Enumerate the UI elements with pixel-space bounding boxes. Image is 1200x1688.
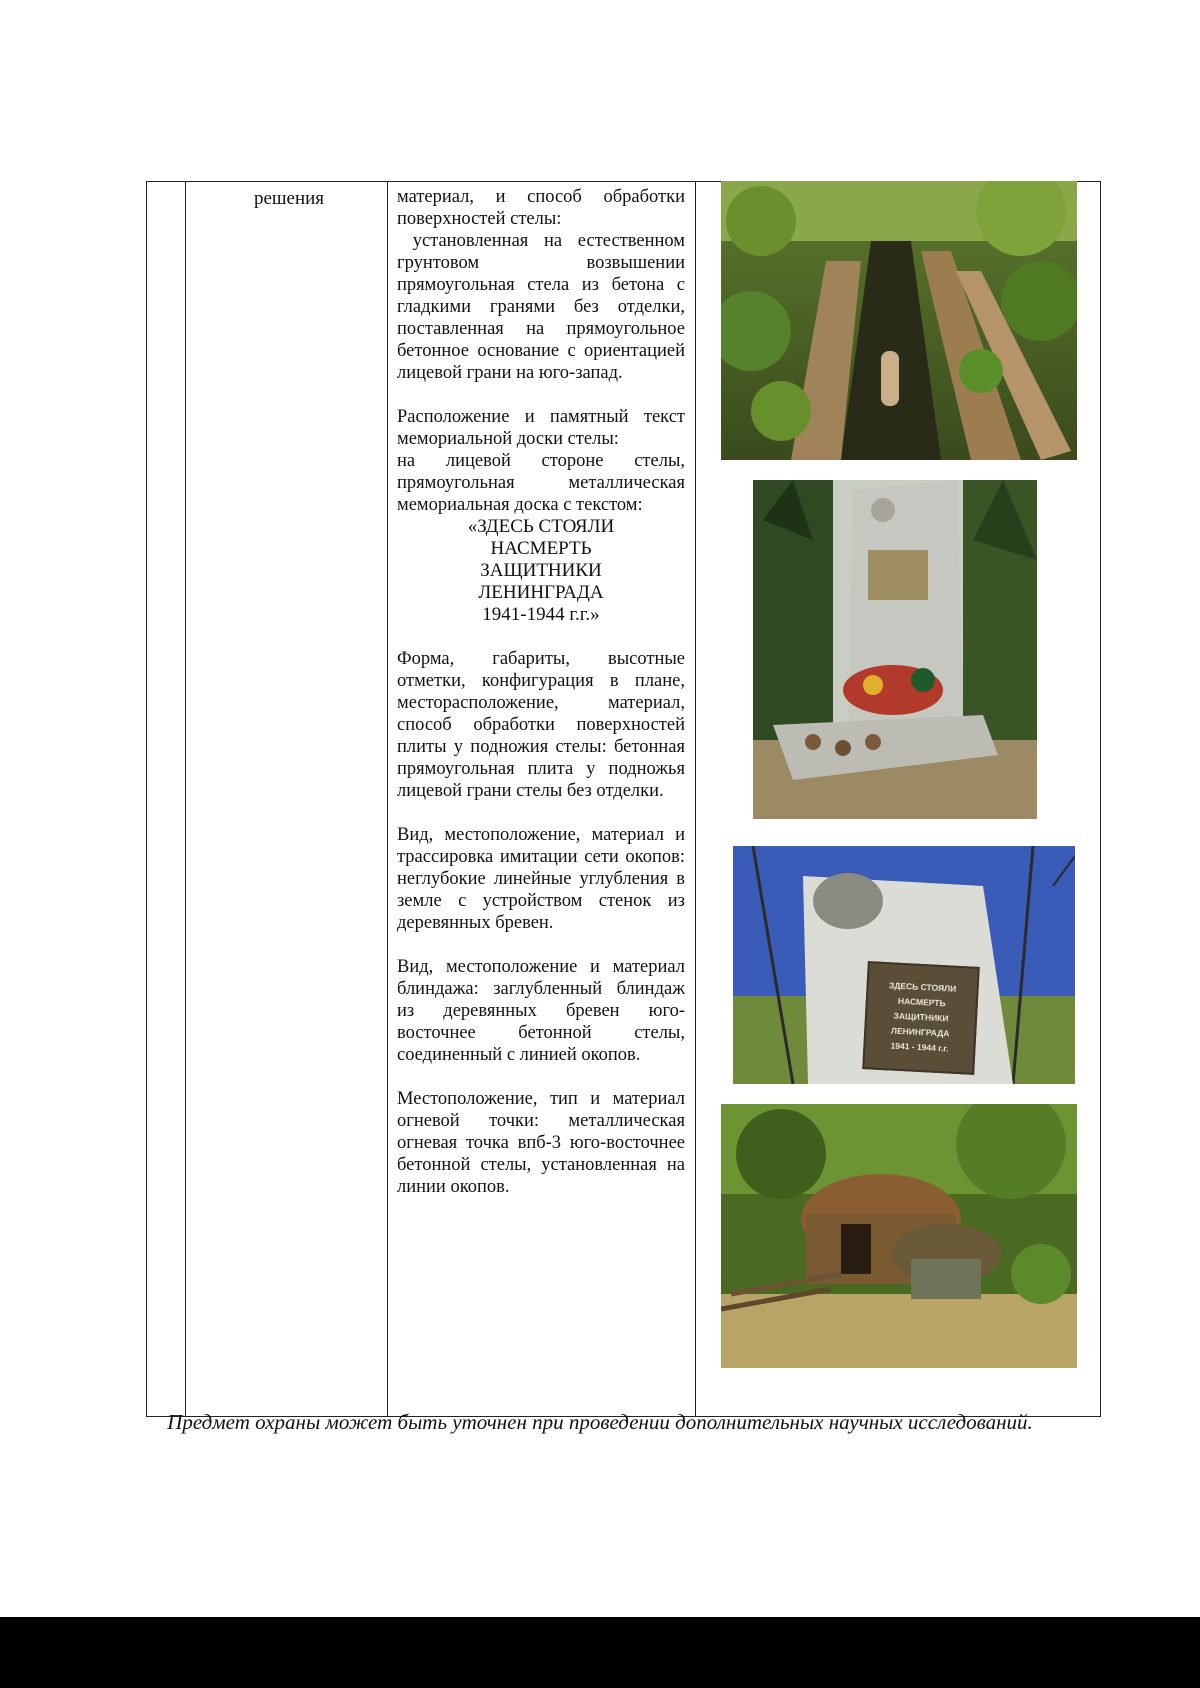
table-divider bbox=[185, 182, 186, 1416]
paragraph-firing-point: Местоположение, тип и материал огневой точки: металлическая огневая точка впб-3 юго-восточнее бетонной стелы, установленная на линии окопов. bbox=[397, 1089, 685, 1197]
dugout-photo-icon bbox=[721, 1104, 1077, 1368]
paragraph-plaque: Расположение и памятный текст мемориальной доски стелы: на лицевой стороне стелы, прямоугольная металлическая мемориальная доска с текстом: bbox=[397, 407, 685, 515]
paragraph-stele-material: материал, и способ обработки поверхностей стелы: установленная на естественном грунтовом возвышении прямоугольная стела из бетона с гладкими гранями без отделки, поставленная на прямоугольное бетонное основание с ориентацией лицевой грани на юго-запад. bbox=[397, 187, 685, 383]
paragraph-slab: Форма, габариты, высотные отметки, конфигурация в плане, месторасположение, материал, способ обработки поверхностей плиты у подножия стелы: бетонная прямоугольная плита у подножья лицевой грани стелы без отделки. bbox=[397, 649, 685, 801]
table-divider bbox=[695, 182, 696, 1416]
plaque-text: ЗДЕСЬ СТОЯЛИ НАСМЕРТЬ ЗАЩИТНИКИ ЛЕНИНГРАДА 1941 - 1944 г.г. bbox=[862, 961, 979, 1075]
scan-border bbox=[0, 1617, 1200, 1688]
paragraph-trenches: Вид, местоположение, материал и трассировка имитации сети окопов: неглубокие линейные углубления в земле с устройством стенок из деревянных бревен. bbox=[397, 825, 685, 933]
footer-note: Предмет охраны может быть уточнен при проведении дополнительных научных исследований. bbox=[167, 1410, 1033, 1434]
paragraph-dugout: Вид, местоположение и материал блиндажа: заглубленный блиндаж из деревянных бревен юго-восточнее бетонной стелы, соединенный с линией окопов. bbox=[397, 957, 685, 1065]
protection-table bbox=[146, 181, 1101, 1417]
table-divider bbox=[387, 182, 388, 1416]
trench-photo-icon bbox=[721, 181, 1077, 460]
plaque-photo-icon bbox=[733, 846, 1075, 1084]
row-label: решения bbox=[253, 188, 325, 209]
description-column bbox=[397, 186, 685, 1220]
stele-photo-icon bbox=[753, 480, 1037, 819]
plaque-inscription: «ЗДЕСЬ СТОЯЛИ НАСМЕРТЬ ЗАЩИТНИКИ ЛЕНИНГРАДА 1941-1944 г.г.» bbox=[467, 516, 615, 625]
